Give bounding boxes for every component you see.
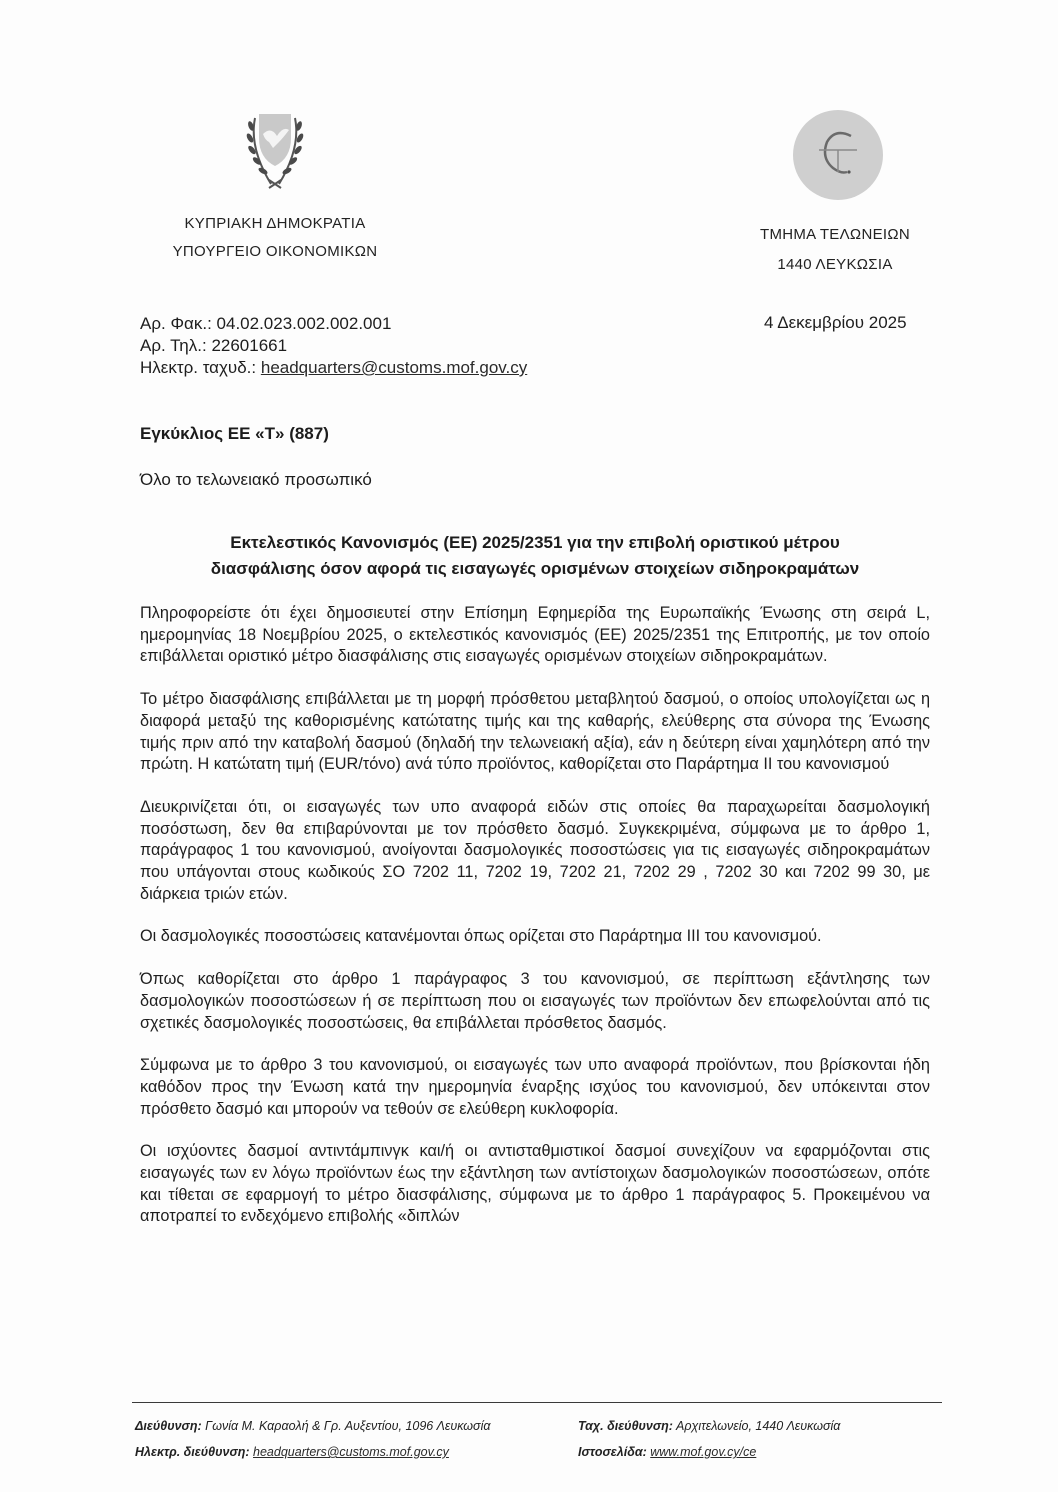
paragraph: Οι ισχύοντες δασμοί αντιντάμπινγκ και/ή οι αντισταθμιστικοί δασμοί συνεχίζουν να εφαρμόζονται στις εισαγωγές των εν λόγω προϊόντων έως την εξάντληση των αντίστοιχων δασμολογικών ποσοστώσεων, οπότε και τίθεται σε εφαρμογή το μέτρο διασφάλισης, σύμφωνα με το άρθρο 1 παράγραφος 5. Προκειμένου να αποτραπεί το ενδεχόμενο επιβολής «διπλών xyxy=(140,1142,930,1226)
footer-postal-value: Αρχιτελωνείο, 1440 Λευκωσία xyxy=(676,1419,841,1433)
email-row xyxy=(140,357,527,379)
footer-left xyxy=(135,1413,491,1465)
phone-row xyxy=(140,335,527,357)
reference-block xyxy=(140,313,527,379)
file-number-value: 04.02.023.002.002.001 xyxy=(216,314,392,333)
subject-line-2: διασφάλισης όσον αφορά τις εισαγωγές ορισμένων στοιχείων σιδηροκραμάτων xyxy=(210,559,860,578)
paragraph: Όπως καθορίζεται στο άρθρο 1 παράγραφος 3 του κανονισμού, σε περίπτωση εξάντλησης των δασμολογικών ποσοστώσεων ή σε περίπτωση που οι εισαγωγές των προϊόντων δεν επωφελούνται από τις σχετικές δασμολογικές ποσοστώσεις, θα επιβάλλεται πρόσθετος δασμός. xyxy=(140,970,930,1032)
paragraph: Πληροφορείστε ότι έχει δημοσιευτεί στην Επίσημη Εφημερίδα της Ευρωπαϊκής Ένωσης στη σειρά L, ημερομηνίας 18 Νοεμβρίου 2025, ο εκτελεστικός κανονισμός (ΕΕ) 2025/2351 της Επιτροπής, με τον οποίο επιβάλλεται οριστικό μέτρο διασφάλισης στις εισαγωγές ορισμένων στοιχείων σιδηροκραμάτων. xyxy=(140,604,930,666)
letter-date: 4 Δεκεμβρίου 2025 xyxy=(764,313,907,332)
footer-email-label: Ηλεκτρ. διεύθυνση: xyxy=(135,1445,250,1459)
footer-address-label: Διεύθυνση: xyxy=(135,1419,202,1433)
footer-email-row xyxy=(135,1439,491,1465)
email-link[interactable]: headquarters@customs.mof.gov.cy xyxy=(260,358,528,377)
footer-divider xyxy=(132,1402,942,1403)
footer-email-link[interactable]: headquarters@customs.mof.gov.cy xyxy=(253,1445,449,1459)
footer-website-row xyxy=(578,1439,840,1465)
subject-line-1: Εκτελεστικός Κανονισμός (ΕΕ) 2025/2351 για την επιβολή οριστικού μέτρου xyxy=(230,533,840,552)
email-label: Ηλεκτρ. ταχυδ.: xyxy=(140,358,257,377)
letterhead-ministry xyxy=(140,108,410,266)
footer-website-label: Ιστοσελίδα: xyxy=(578,1445,647,1459)
footer-address-row xyxy=(135,1413,491,1439)
footer-address-value: Γωνία Μ. Καραολή & Γρ. Αυξεντίου, 1096 Λευκωσία xyxy=(205,1419,491,1433)
letterhead-department xyxy=(730,108,940,280)
paragraph: Το μέτρο διασφάλισης επιβάλλεται με τη μορφή πρόσθετου μεταβλητού δασμού, ο οποίος υπολογίζεται ως η διαφορά μεταξύ της καθορισμένης κατώτατης τιμής και της καθαρής, ελεύθερης στα σύνορα της Ένωσης τιμής πριν από την καταβολή δασμού (δηλαδή την τελωνειακή αξία), εάν η δεύτερη είναι χαμηλότερη από την πρώτη. Η κατώτατη τιμή (EUR/τόνο) ανά τύπο προϊόντος, καθορίζεται στο Παράρτημα ΙΙ του κανονισμού xyxy=(140,690,930,774)
ministry-name: ΥΠΟΥΡΓΕΙΟ ΟΙΚΟΝΟΜΙΚΩΝ xyxy=(172,243,378,260)
footer-website-link[interactable]: www.mof.gov.cy/ce xyxy=(650,1445,757,1459)
footer-postal-row xyxy=(578,1413,840,1439)
recipient: Όλο το τελωνειακό προσωπικό xyxy=(140,470,372,489)
file-number-row xyxy=(140,313,527,335)
department-city: 1440 ΛΕΥΚΩΣΙΑ xyxy=(777,256,893,273)
footer-right xyxy=(578,1413,840,1465)
paragraph: Οι δασμολογικές ποσοστώσεις κατανέμονται όπως ορίζεται στο Παράρτημα ΙΙΙ του κανονισμού. xyxy=(140,927,822,946)
file-number-label: Αρ. Φακ.: xyxy=(140,314,212,333)
letter-body xyxy=(140,603,930,1249)
customs-seal-icon xyxy=(791,108,885,202)
circular-number: Εγκύκλιος ΕΕ «Τ» (887) xyxy=(140,424,329,443)
subject-heading xyxy=(140,530,930,582)
paragraph: Διευκρινίζεται ότι, οι εισαγωγές των υπο αναφορά ειδών στις οποίες θα παραχωρείται δασμολογική ποσόστωση, δεν θα επιβαρύνονται με τον πρόσθετο δασμό. Συγκεκριμένα, σύμφωνα με το άρθρο 1, παράγραφος 1 του κανονισμού, ανοίγονται δασμολογικές ποσοστώσεις για τις εισαγωγές σιδηροκραμάτων που υπάγονται στους κωδικούς ΣΟ 7202 11, 7202 19, 7202 21, 7202 29 , 7202 30 και 7202 99 30, με διάρκεια τριών ετών. xyxy=(140,797,930,903)
coat-of-arms-icon xyxy=(225,108,325,196)
department-name: ΤΜΗΜΑ ΤΕΛΩΝΕΙΩΝ xyxy=(759,226,910,243)
paragraph: Σύμφωνα με το άρθρο 3 του κανονισμού, οι εισαγωγές των υπο αναφορά προϊόντων, που βρίσκονται ήδη καθόδον προς την Ένωση κατά την ημερομηνία έναρξης ισχύος του κανονισμού, δεν υπόκεινται στον πρόσθετο δασμό και μπορούν να τεθούν σε ελεύθερη κυκλοφορία. xyxy=(140,1056,930,1118)
footer-postal-label: Ταχ. διεύθυνση: xyxy=(578,1419,673,1433)
country-name: ΚΥΠΡΙΑΚΗ ΔΗΜΟΚΡΑΤΙΑ xyxy=(184,215,366,232)
phone-label: Αρ. Τηλ.: xyxy=(140,336,207,355)
phone-value: 22601661 xyxy=(211,336,288,355)
